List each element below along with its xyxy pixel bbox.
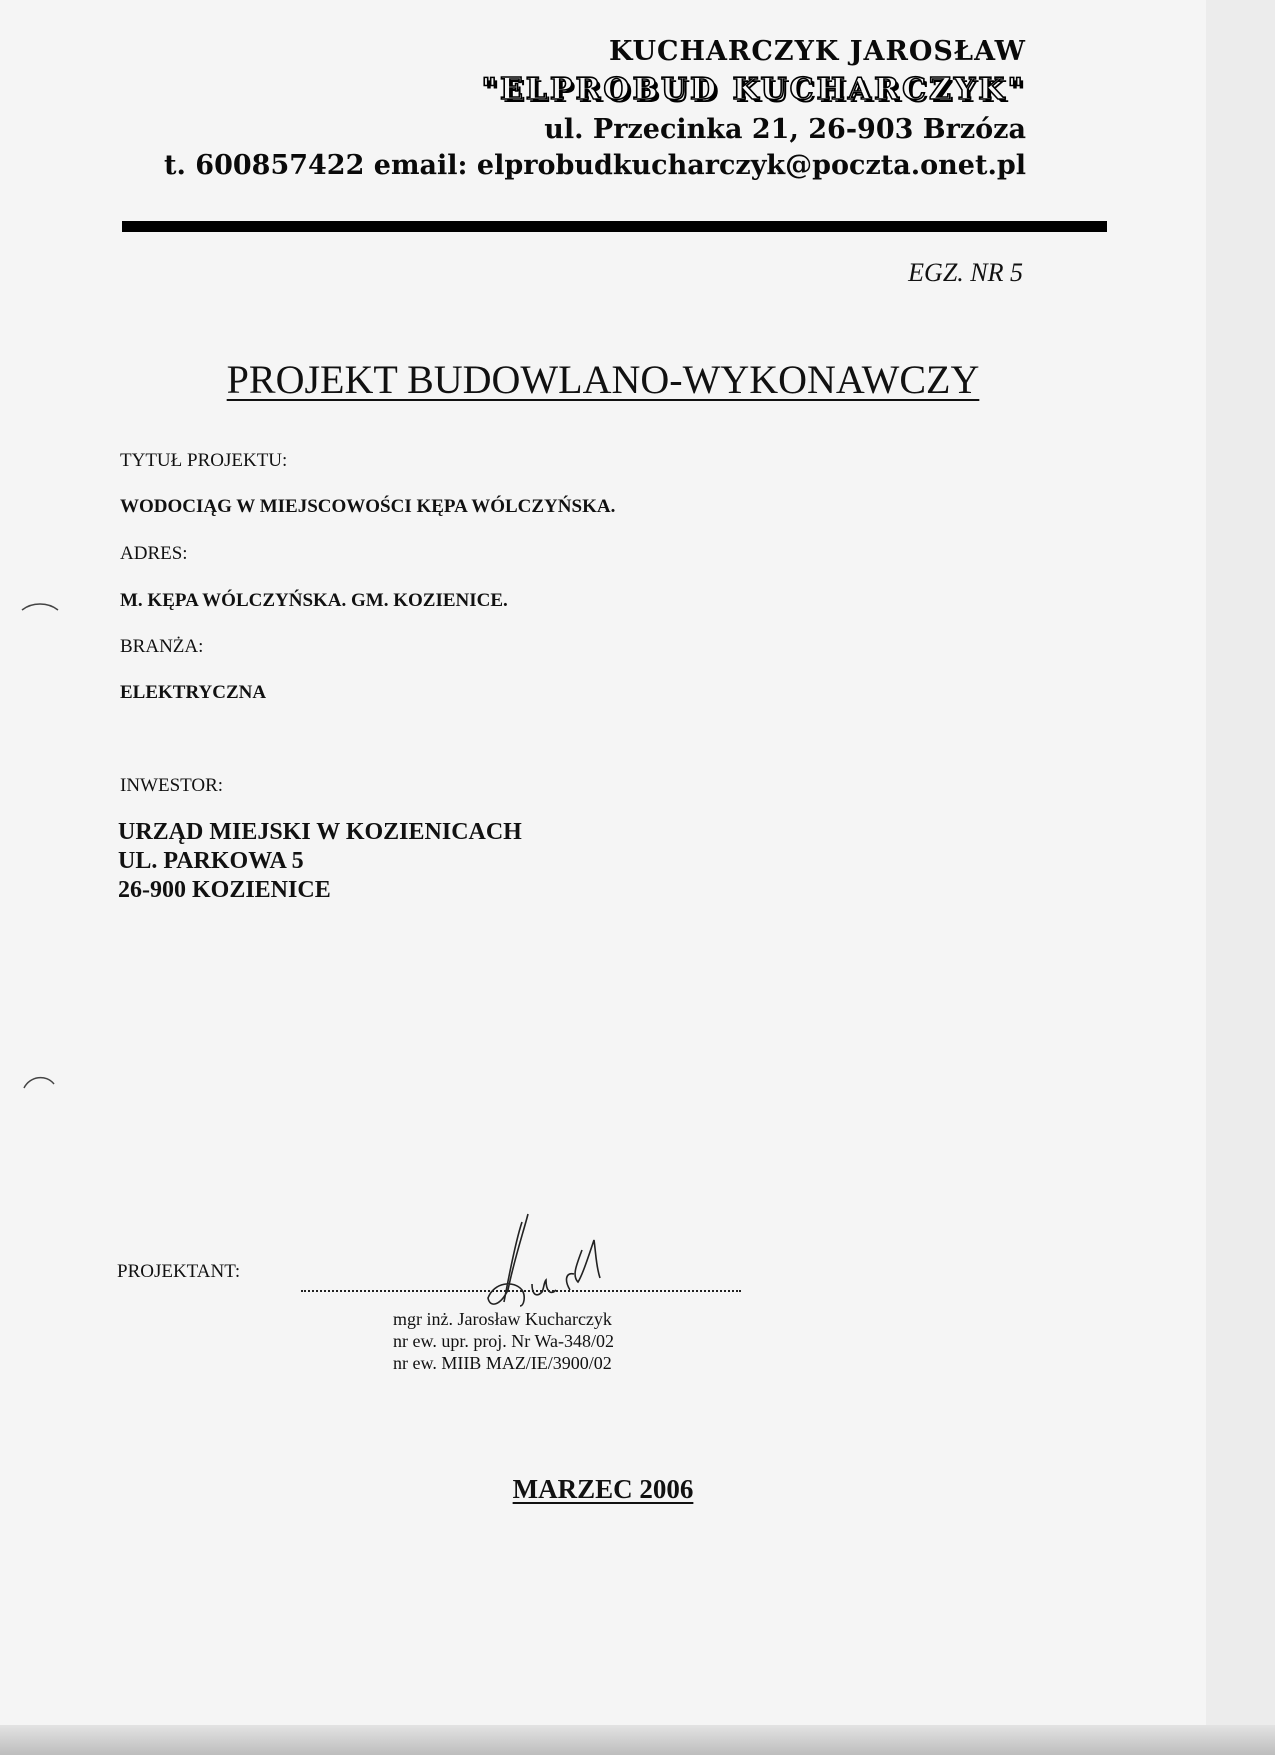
document-title: PROJEKT BUDOWLANO-WYKONAWCZY <box>226 357 980 402</box>
investor-block <box>118 818 522 905</box>
handwritten-signature <box>470 1210 640 1320</box>
designer-chamber-number: nr ew. MIIB MAZ/IE/3900/02 <box>393 1353 612 1373</box>
project-title-label: TYTUŁ PROJEKTU: <box>120 450 288 471</box>
header-divider <box>122 221 1107 232</box>
scan-edge-right <box>1206 0 1275 1755</box>
designer-name: mgr inż. Jarosław Kucharczyk <box>393 1309 612 1329</box>
document-date: MARZEC 2006 <box>512 1474 694 1504</box>
company-address: ul. Przecinka 21, 26-903 Brzóza <box>544 114 1026 145</box>
investor-street: UL. PARKOWA 5 <box>118 848 304 874</box>
scan-edge-bottom <box>0 1725 1275 1755</box>
designer-info <box>393 1308 614 1374</box>
designer-label: PROJEKTANT: <box>117 1261 241 1282</box>
investor-name: URZĄD MIEJSKI W KOZIENICACH <box>118 819 522 845</box>
company-contact: t. 600857422 email: elprobudkucharczyk@poczta.onet.pl <box>164 150 1026 181</box>
investor-city: 26-900 KOZIENICE <box>118 877 331 903</box>
branch-value: ELEKTRYCZNA <box>120 682 267 703</box>
branch-label: BRANŻA: <box>120 636 204 657</box>
project-title-value: WODOCIĄG W MIEJSCOWOŚCI KĘPA WÓLCZYŃSKA. <box>120 496 616 517</box>
copy-number: EGZ. NR 5 <box>908 258 1023 287</box>
address-label: ADRES: <box>120 543 188 564</box>
company-name: KUCHARCZYK JAROSŁAW <box>608 36 1026 67</box>
address-value: M. KĘPA WÓLCZYŃSKA. GM. KOZIENICE. <box>120 590 508 611</box>
company-brand: "ELPROBUD KUCHARCZYK" <box>481 72 1026 107</box>
investor-label: INWESTOR: <box>120 775 224 796</box>
designer-license: nr ew. upr. proj. Nr Wa-348/02 <box>393 1331 615 1351</box>
punch-hole-mark <box>18 596 62 626</box>
punch-hole-mark <box>20 1070 64 1100</box>
